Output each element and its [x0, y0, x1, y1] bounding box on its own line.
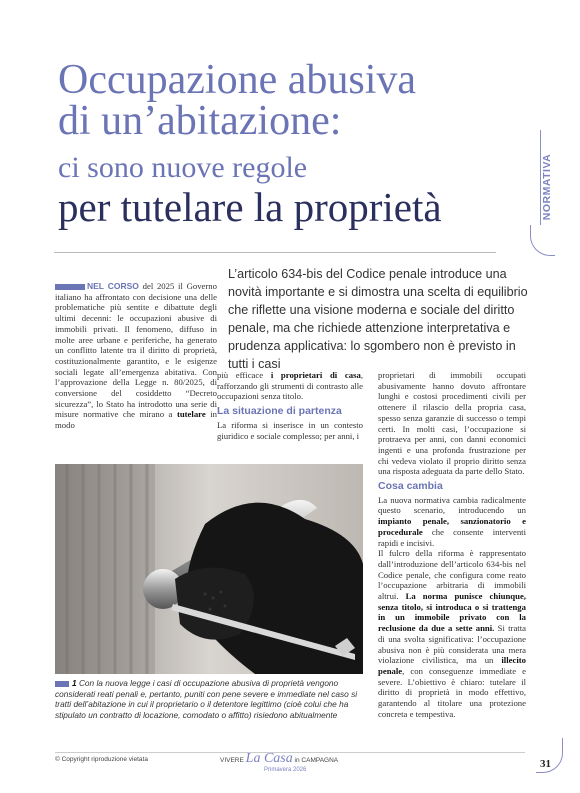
- kicker: NEL CORSO: [87, 281, 139, 291]
- page-number: 31: [540, 758, 551, 770]
- title-line-4: per tutelare la proprietà: [58, 184, 442, 230]
- kicker-bar: [55, 284, 85, 290]
- issue-season: Primavera 2026: [264, 767, 307, 773]
- col3-p3-bold: La norma punisce chiunque, senza titolo, si introduca o si trattenga in un immobile privato con la reclusione da due a sette anni.: [378, 591, 526, 634]
- caption-number: 1: [72, 678, 77, 688]
- caption-text: Con la nuova legge i casi di occupazione abusiva di proprietà vengono considerati reati penali e, pertanto, puniti con pene severe e immediate nel caso si tratti dell’abitazione in cui il proprietario o il detentore legittimo (cioè colui che ha stipulato un contratto di locazione, comodato o affitto) risiedono abitualmente: [55, 678, 358, 720]
- col2-p2: La riforma si inserisce in un contesto giuridico e sociale complesso; per anni, i: [217, 419, 363, 441]
- col2-p1-end: , rafforzando gli strumenti di contrasto alle occupazioni senza titolo.: [217, 370, 363, 402]
- photo-gloved-hand-lockpick: [55, 464, 363, 674]
- col3-p3-start: Il fulcro della riforma è rappresentato dall’introduzione dell’articolo 634-bis nel Codice penale, che configura come reato l’occupazione arbitraria di immobili altrui.: [378, 548, 526, 602]
- col2-p1-start: più efficace: [217, 370, 271, 380]
- subheading-cosa-cambia: Cosa cambia: [378, 480, 443, 493]
- caption-marker: [55, 681, 69, 687]
- lead-rule: [54, 252, 496, 253]
- brand-post: in CAMPAGNA: [294, 757, 339, 764]
- lead-paragraph: L’articolo 634-bis del Codice penale introduce una novità importante e si dimostra una scelta di equilibrio che riflette una visione moderna e sociale del diritto penale, ma che richiede attenzione interpretativa e prudenza applicativa: lo sgombero non è previsto in tutti i casi: [228, 267, 528, 371]
- col2-p1-bold: i proprietari di casa: [270, 370, 361, 380]
- col3-p3-end: Si tratta di una svolta significativa: l’occupazione abusiva non è più considerata una mera violazione civilistica, ma un: [378, 623, 526, 666]
- body-column-2: [217, 370, 363, 441]
- photo-illustration: [55, 464, 363, 674]
- col1-tail: in modo: [55, 409, 217, 431]
- title-line-2: di un’abitazione:: [58, 98, 342, 144]
- col3-p3-bold2: illecito penale: [378, 655, 526, 676]
- title-line-1: Occupazione abusiva: [58, 57, 417, 103]
- body-column-3: [378, 370, 526, 720]
- magazine-brand: [220, 751, 370, 773]
- col3-p1: proprietari di immobili occupati abusivamente hanno dovuto affrontare lunghi e costosi procedimenti civili per ottenere il rilascio della propria casa, spesso senza garanzie di successo o tempi certi. In molti casi, l’occupazione si protraeva per anni, con danni economici ingenti e una profonda frustrazione per chi vedeva violato il proprio diritto senza una risposta adeguata da parte dello Stato.: [378, 370, 526, 477]
- col3-p3-end2: , con conseguenze immediate e severe. L’obiettivo è chiaro: tutelare il diritto di proprietà in modo effettivo, garantendo al titolare una protezione concreta e tempestiva.: [378, 665, 526, 719]
- side-curve-decoration: [530, 225, 555, 256]
- brand-pre: VIVERE: [220, 757, 244, 764]
- col3-p2-bold: impianto penale, sanzionatorio e procedurale: [378, 516, 526, 537]
- copyright-notice: © Copyright riproduzione vietata: [55, 756, 148, 763]
- brand-logo: La Casa: [245, 751, 293, 766]
- title-line-3: ci sono nuove regole: [58, 151, 308, 184]
- col1-text: del 2025 il Governo italiano ha affrontato con decisione una delle problematiche più sentite e dibattute degli ultimi decenni: le occupazioni abusive di immobili privati. Il fenomeno, diffuso in molte aree urbane e periferiche, ha generato un conflitto latente tra il diritto di proprietà, costituzionalmente garantito, e le esigenze sociali legate all’emergenza abitativa. Con l’approvazione della Legge n. 80/2025, di conversione del cosiddetto “Decreto sicurezza”, lo Stato ha introdotto una serie di misure normative che mirano a: [55, 281, 217, 420]
- photo-caption: [55, 678, 363, 720]
- section-tab-label: NORMATIVA: [541, 153, 553, 221]
- col1-bold: tutelare: [176, 409, 206, 420]
- col3-p2-end: che consente interventi rapidi e incisivi.: [378, 526, 526, 548]
- body-column-1: [55, 281, 217, 431]
- subheading-situazione: La situazione di partenza: [217, 405, 342, 418]
- section-tab: [539, 150, 555, 228]
- col3-p2-start: La nuova normativa cambia radicalmente questo scenario, introducendo un: [378, 494, 526, 516]
